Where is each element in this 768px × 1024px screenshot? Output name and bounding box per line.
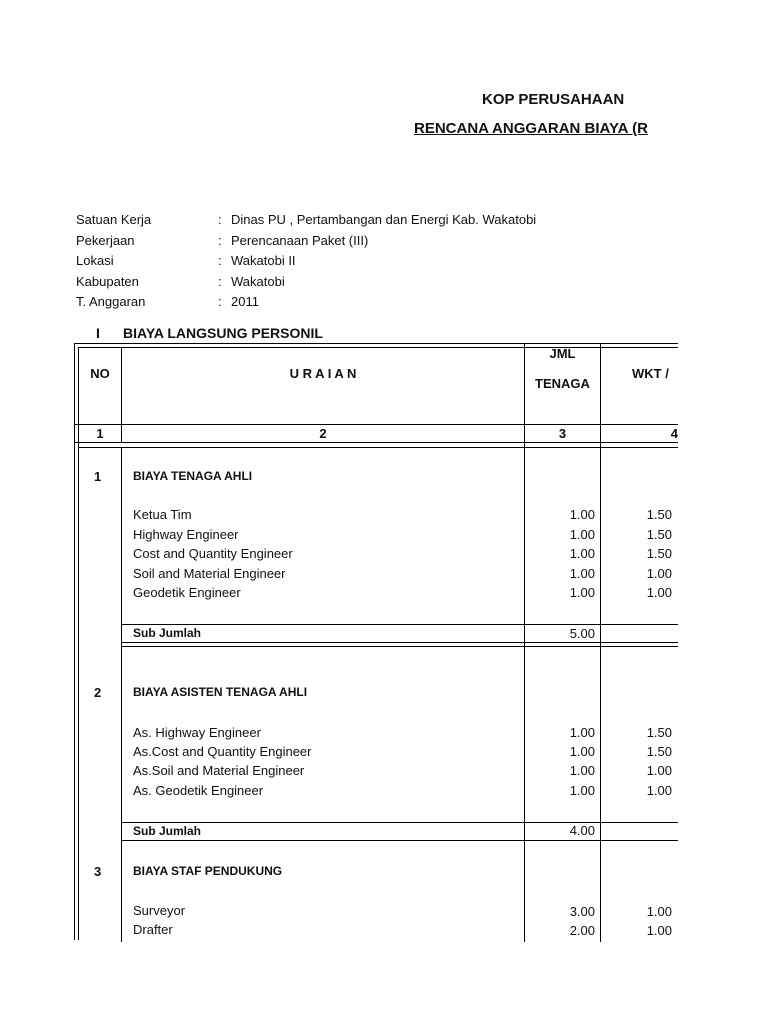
colnum-bottom-line <box>74 442 678 443</box>
table-row-name: Highway Engineer <box>133 527 239 542</box>
body-top-line <box>78 447 678 448</box>
company-letterhead: KOP PERUSAHAAN <box>482 91 625 108</box>
table-row-wkt: 1.00 <box>646 585 672 600</box>
info-label-lokasi: Lokasi <box>76 253 114 268</box>
table-row-name: Ketua Tim <box>133 507 192 522</box>
subtotal-label: Sub Jumlah <box>133 824 202 838</box>
header-bottom-line <box>74 424 678 425</box>
subtotal-label: Sub Jumlah <box>133 626 202 640</box>
table-row-name: Soil and Material Engineer <box>133 566 286 581</box>
table-row-name: Drafter <box>133 922 173 937</box>
group-number: 3 <box>94 864 102 879</box>
info-value-satuan-kerja: Dinas PU , Pertambangan dan Energi Kab. Wakatobi <box>231 212 537 227</box>
table-row-wkt: 1.50 <box>646 725 672 740</box>
table-border-left-outer <box>74 343 75 940</box>
table-row-wkt: 1.50 <box>646 507 672 522</box>
info-colon: : <box>218 233 222 248</box>
info-colon: : <box>218 212 222 227</box>
table-row-jml: 1.00 <box>569 566 595 581</box>
table-row-name: As.Soil and Material Engineer <box>133 763 305 778</box>
table-row-name: Surveyor <box>133 903 186 918</box>
section-title: BIAYA LANGSUNG PERSONIL <box>123 325 323 341</box>
table-row-wkt: 1.50 <box>646 744 672 759</box>
table-row-name: As. Highway Engineer <box>133 725 261 740</box>
subtotal-bottom-line-2 <box>121 646 678 647</box>
header-uraian: U R A I A N <box>289 366 357 381</box>
table-row-wkt: 1.00 <box>646 923 672 938</box>
table-row-name: Cost and Quantity Engineer <box>133 546 293 561</box>
table-row-wkt: 1.00 <box>646 783 672 798</box>
info-colon: : <box>218 294 222 309</box>
header-jml-line1: JML <box>549 346 576 361</box>
group-title: BIAYA STAF PENDUKUNG <box>133 864 283 878</box>
table-row-jml: 1.00 <box>569 725 595 740</box>
col-divider-no-body <box>121 447 122 942</box>
table-row-name: As.Cost and Quantity Engineer <box>133 744 312 759</box>
header-jml-line2: TENAGA <box>535 376 590 391</box>
table-row-wkt: 1.00 <box>646 904 672 919</box>
table-row-wkt: 1.00 <box>646 566 672 581</box>
table-row-name: As. Geodetik Engineer <box>133 783 264 798</box>
table-row-jml: 1.00 <box>569 783 595 798</box>
subtotal-bottom-line <box>121 642 678 643</box>
table-row-name: Geodetik Engineer <box>133 585 241 600</box>
table-row-jml: 2.00 <box>569 923 595 938</box>
subtotal-top-line <box>121 624 678 625</box>
info-label-kabupaten: Kabupaten <box>76 274 139 289</box>
table-row-jml: 1.00 <box>569 744 595 759</box>
info-colon: : <box>218 274 222 289</box>
header-wkt: WKT / <box>632 366 669 381</box>
table-row-jml: 1.00 <box>569 585 595 600</box>
subtotal-bottom-line <box>121 840 678 841</box>
info-label-satuan-kerja: Satuan Kerja <box>76 212 152 227</box>
info-label-pekerjaan: Pekerjaan <box>76 233 135 248</box>
info-value-kabupaten: Wakatobi <box>231 274 285 289</box>
section-number: I <box>96 325 100 341</box>
table-row-jml: 1.00 <box>569 546 595 561</box>
group-number: 2 <box>94 685 102 700</box>
table-row-wkt: 1.50 <box>646 527 672 542</box>
document-title: RENCANA ANGGARAN BIAYA (R <box>414 120 648 137</box>
group-title: BIAYA ASISTEN TENAGA AHLI <box>133 685 308 699</box>
table-row-jml: 1.00 <box>569 527 595 542</box>
table-row-jml: 1.00 <box>569 507 595 522</box>
group-title: BIAYA TENAGA AHLI <box>133 469 253 483</box>
table-row-jml: 3.00 <box>569 904 595 919</box>
info-value-lokasi: Wakatobi II <box>231 253 296 268</box>
group-number: 1 <box>94 469 102 484</box>
table-row-wkt: 1.00 <box>646 763 672 778</box>
table-border-top-outer <box>74 343 678 344</box>
table-row-jml: 1.00 <box>569 763 595 778</box>
colnum-1: 1 <box>96 426 104 441</box>
colnum-4: 4 <box>670 426 678 441</box>
info-value-tahun-anggaran: 2011 <box>231 294 259 309</box>
subtotal-jml: 4.00 <box>569 823 595 838</box>
colnum-3: 3 <box>558 426 567 441</box>
subtotal-jml: 5.00 <box>569 626 595 641</box>
info-colon: : <box>218 253 222 268</box>
info-label-tahun-anggaran: T. Anggaran <box>76 294 146 309</box>
table-row-wkt: 1.50 <box>646 546 672 561</box>
colnum-2: 2 <box>319 426 327 441</box>
header-no: NO <box>90 366 110 381</box>
info-value-pekerjaan: Perencanaan Paket (III) <box>231 233 369 248</box>
